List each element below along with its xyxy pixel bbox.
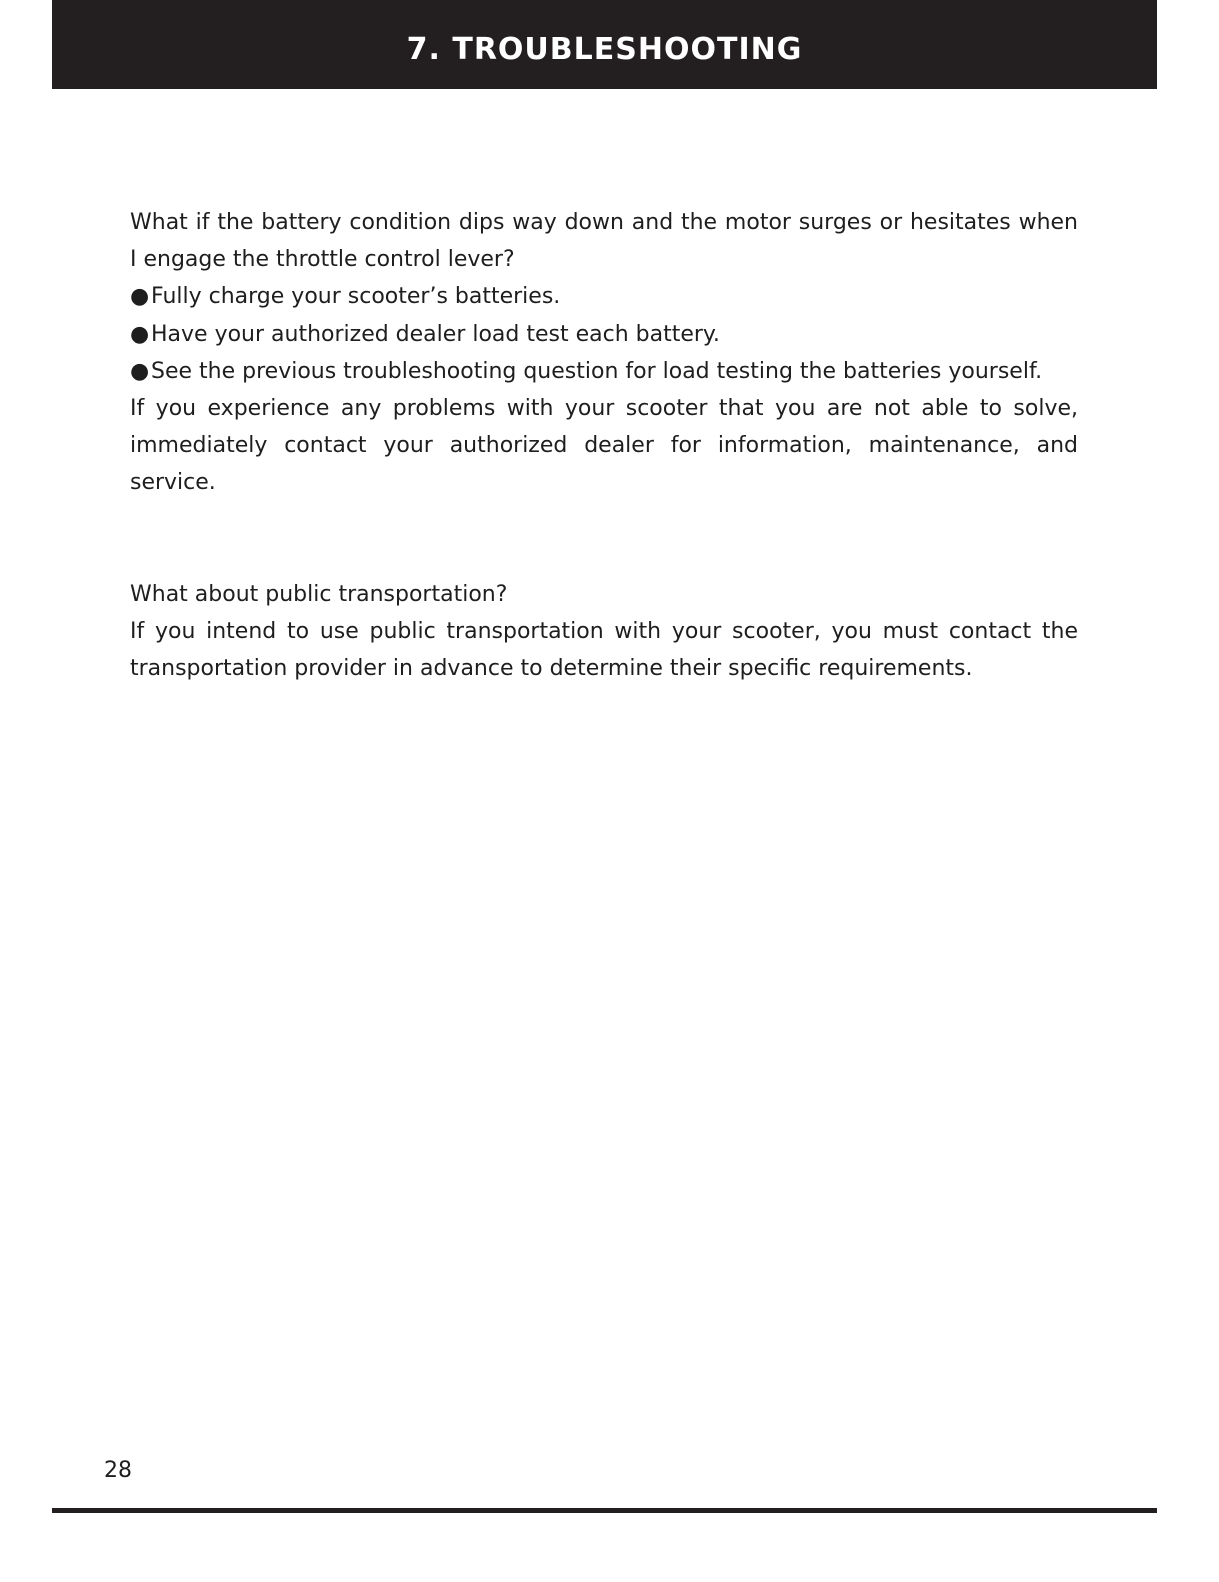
public-transportation-section (130, 576, 1078, 688)
bullet-text: Have your authorized dealer load test each battery. (151, 321, 720, 347)
bullet-text: See the previous troubleshooting question for load testing the batteries yourself. (151, 358, 1043, 384)
question-text: What about public transportation? (130, 582, 508, 607)
question-text: What if the battery condition dips way down and the motor surges or hesitates when I engage the throttle control lever? (130, 210, 1078, 273)
page-number: 28 (104, 1458, 132, 1483)
footer-divider (52, 1508, 1157, 1513)
bullet-icon: ● (130, 284, 150, 310)
answer-text: If you experience any problems with your scooter that you are not able to solve, immediately contact your authorized dealer for information, maintenance, and service. (130, 396, 1078, 496)
bullet-icon: ● (130, 358, 150, 384)
answer-text: If you intend to use public transportation with your scooter, you must contact the transportation provider in advance to determine their specific requirements. (130, 619, 1078, 682)
bullet-text: Fully charge your scooter’s batteries. (151, 284, 561, 310)
bullet-item (130, 353, 1078, 390)
section-title: 7. TROUBLESHOOTING (406, 32, 803, 67)
bullet-item (130, 278, 1078, 315)
bullet-icon: ● (130, 321, 150, 347)
troubleshooting-battery-section (130, 204, 1078, 502)
section-header-bar (52, 0, 1157, 89)
bullet-item (130, 316, 1078, 353)
